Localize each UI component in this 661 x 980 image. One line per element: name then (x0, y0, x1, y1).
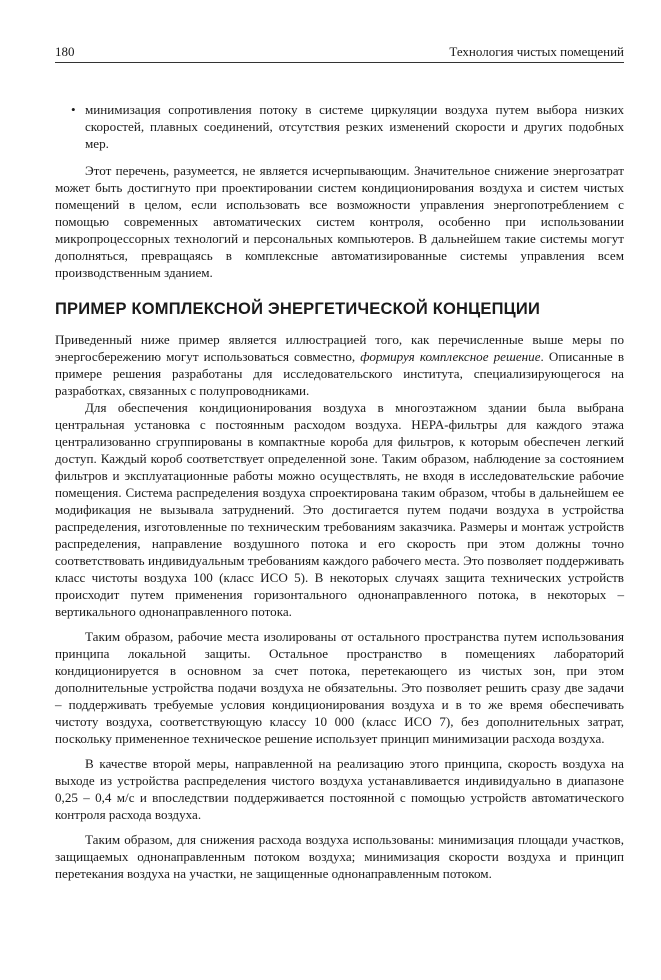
document-page (55, 40, 624, 882)
bullet-text: минимизация сопротивления потоку в системе циркуляции воздуха путем выбора низких скоростей, плавных соединений, отсутствия резких изменений скорости и других подобных мер. (85, 102, 624, 151)
bullet-marker: • (71, 102, 76, 117)
lead-text-end: . Описанные в примере решения разработаны для исследовательского института, специализирующегося на разработках, связанных с полупроводниками. (55, 349, 624, 398)
intro-paragraph: Этот перечень, разумеется, не является исчерпывающим. Значительное снижение энергозатрат может быть достигнуто при проектировании систем кондиционирования воздуха и систем чистых помещений в целом, если использовать все возможности управления энергопотреблением с помощью современных автоматических систем контроля, особенно при использовании микропроцессорных технологий и персональных компьютеров. В дальнейшем такие системы могут дополняться, превращаясь в комплексные автоматизированные системы управления всем производственным зданием. (55, 163, 624, 280)
body-paragraph: В качестве второй меры, направленной на реализацию этого принципа, скорость воздуха на выходе из устройства распределения чистого воздуха устанавливается индивидуально в диапазоне 0,25 – 0,4 м/с и впоследствии поддерживается постоянной с помощью устройств автоматического контроля расхода воздуха. (55, 756, 624, 822)
lead-emphasis: формируя комплексное решение (360, 349, 541, 364)
page-body (55, 101, 624, 882)
running-title: Технология чистых помещений (449, 44, 624, 59)
list-item (55, 101, 624, 152)
body-paragraph: Для обеспечения кондиционирования воздуха в многоэтажном здании была выбрана центральная установка с постоянным расходом воздуха. HEPA-фильтры для каждого этажа централизованно сгруппированы в компактные короба для фильтров, к которым обеспечен легкий доступ. Каждый короб соответствует определенной зоне. Таким образом, наблюдение за состоянием фильтров и эксплуатационные работы можно осуществлять, не входя в исследовательские рабочие помещения. Система распределения воздуха спроектирована таким образом, чтобы в дальнейшем ее модификация не вызывала затруднений. Это достигается путем подачи воздуха в устройства распределения, изготовленные по техническим требованиям заказчика. Размеры и монтаж устройств распределения, направление воздушного потока и его скорость при этом должны точно соответствовать индивидуальным требованиям каждого рабочего места. Это позволяет поддерживать класс чистоты воздуха 100 (класс ИСО 5). В некоторых случаях защита технических устройств происходит путем применения горизонтального однонаправленного потока, в некоторых – вертикального однонаправленного потока. (55, 400, 624, 619)
page-header (55, 40, 624, 63)
body-paragraph: Таким образом, рабочие места изолированы от остального пространства путем использования принципа локальной защиты. Остальное пространство в помещениях лабораторий кондиционируется в основном за счет потока, перетекающего из чистых зон, при этом дополнительные устройства подачи воздуха не обязательны. Это позволяет решить сразу две задачи – поддерживать требуемые условия кондиционирования воздуха и в то же время обеспечивать чистоту воздуха, соответствующую классу 10 000 (класс ИСО 7), без дополнительных затрат, поскольку примененное техническое решение использует принцип минимизации расхода воздуха. (55, 629, 624, 746)
lead-paragraph (55, 331, 624, 399)
lead-text-start: Приведенный ниже пример является иллюстрацией того, как перечисленные выше меры по энергосбережению могут использоваться совместно, (55, 332, 624, 364)
section-heading: ПРИМЕР КОМПЛЕКСНОЙ ЭНЕРГЕТИЧЕСКОЙ КОНЦЕПЦИИ (55, 300, 541, 318)
body-paragraph: Таким образом, для снижения расхода воздуха использованы: минимизация площади участков, защищаемых однонаправленным потоком воздуха; минимизация скорости воздуха и принцип перетекания воздуха на участки, не защищенные однонаправленным потоком. (55, 832, 624, 881)
page-number: 180 (55, 44, 75, 59)
